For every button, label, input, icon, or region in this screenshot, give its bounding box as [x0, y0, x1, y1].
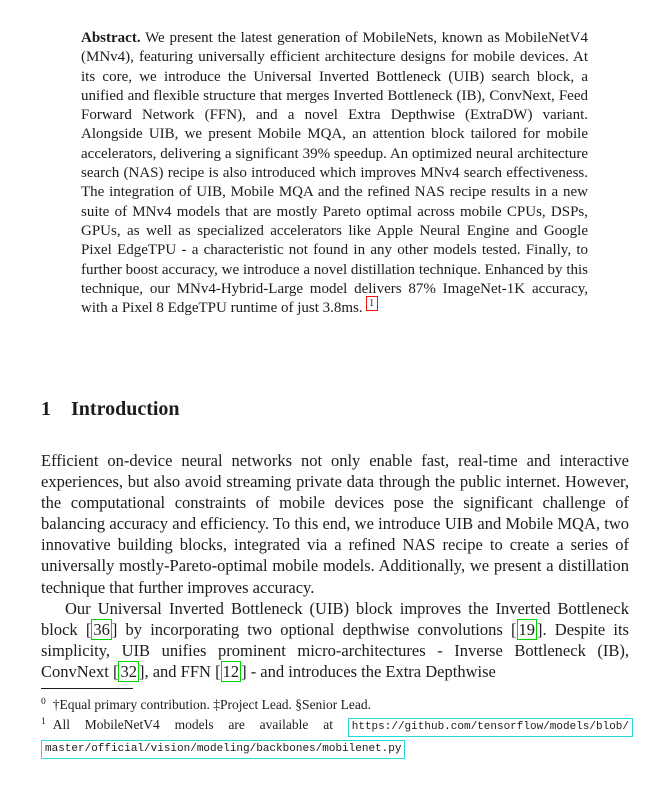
citation-link[interactable]: 32 — [120, 661, 137, 681]
footnote-1-text: All MobileNetV4 models are available at https://github.com/tensorflow/models/blob/ master/official/vision/modeling/backbones/mobilenet.py — [41, 717, 633, 754]
footnote-area — [41, 688, 633, 759]
section-heading — [41, 397, 180, 421]
citation-link[interactable]: 12 — [222, 661, 240, 681]
citation-link[interactable]: 19 — [518, 619, 535, 639]
intro-paragraph-1: Efficient on-device neural networks not only enable fast, real-time and interactive experiences, but also avoid streaming private data through the public internet. However, the computational constraints of mobile devices pose the significant challenge of balancing accuracy and efficiency. To this end, we introduce UIB and Mobile MQA, two innovative building blocks, integrated via a refined NAS recipe to create a series of universally mostly-Pareto-optimal mobile models. Additionally, we present a distillation technique that further improves accuracy. — [41, 451, 629, 597]
footnote-0 — [41, 695, 633, 715]
section-number: 1 — [41, 398, 51, 420]
footnote-marker-1: 1 — [41, 716, 46, 727]
url-link[interactable]: https://github.com/tensorflow/models/blob/ — [348, 718, 633, 737]
footnote-ref-link[interactable]: 1 — [366, 296, 378, 311]
citation-link[interactable]: 36 — [93, 619, 110, 639]
footnote-marker-0: 0 — [41, 696, 46, 707]
abstract-label: Abstract. — [81, 30, 141, 46]
footnote-rule — [41, 688, 133, 689]
abstract-text: We present the latest generation of MobileNets, known as MobileNetV4 (MNv4), featuring universally efficient architecture designs for mobile devices. At its core, we introduce the Universal Inverted Bottleneck (UIB) search block, a unified and flexible structure that merges Inverted Bottleneck (IB), ConvNext, Feed Forward Network (FFN), and a novel Extra Depthwise (ExtraDW) variant. Alongside UIB, we present Mobile MQA, an attention block tailored for mobile accelerators, delivering a significant 39% speedup. An optimized neural architecture search (NAS) recipe is also introduced which improves MNv4 search effectiveness. The integration of UIB, Mobile MQA and the refined NAS recipe results in a new suite of MNv4 models that are mostly Pareto optimal across mobile CPUs, DSPs, GPUs, as well as specialized accelerators like Apple Neural Engine and Google Pixel EdgeTPU - a characteristic not found in any other models tested. Finally, to further boost accuracy, we introduce a novel distillation technique. Enhanced by this technique, our MNv4-Hybrid-Large model delivers 87% ImageNet-1K accuracy, with a Pixel 8 EdgeTPU runtime of just 3.8ms. — [81, 30, 589, 317]
abstract-paragraph — [81, 29, 588, 318]
section-title: Introduction — [71, 398, 180, 420]
footnote-1 — [41, 715, 633, 759]
introduction-body — [41, 450, 629, 682]
url-link[interactable]: master/official/vision/modeling/backbones/mobilenet.py — [41, 740, 405, 759]
footnote-0-text: †Equal primary contribution. ‡Project Lead. §Senior Lead. — [52, 697, 372, 712]
abstract-section — [81, 29, 588, 318]
intro-paragraph-2: Our Universal Inverted Bottleneck (UIB) block improves the Inverted Bottleneck block [ 36 ] by incorporating two optional depthwise convolutions [ 19 ]. Despite its simplicity, UIB unifies prominent micro-architectures - Inverse Bottleneck (IB), ConvNext [ 32 ], and FFN [ 12 ] - and introduces the Extra Depthwise — [41, 598, 629, 681]
